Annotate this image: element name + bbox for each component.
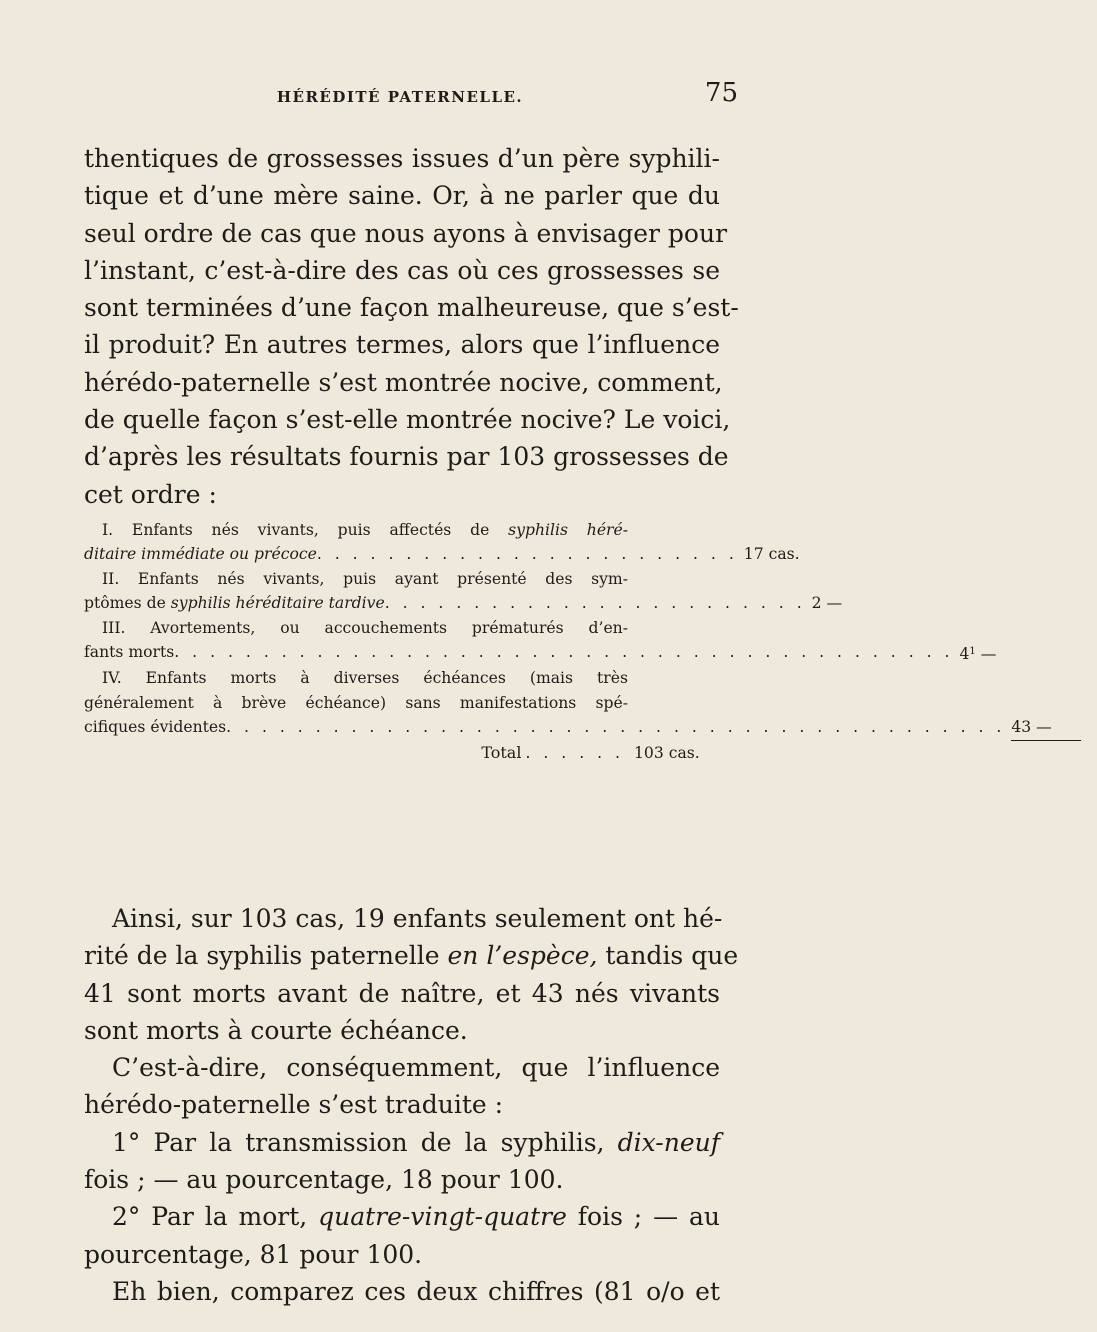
- leader-dots: . . . . . . . . . . . . . . . . . . . . . . . .: [316, 545, 738, 564]
- text-line: hérédo-paternelle s’est montrée nocive, comment,: [84, 367, 723, 397]
- paragraph-1: [84, 140, 739, 513]
- table-row: fants morts . . . . . . . . . . . . . . . . . . . . . . . . . . . . . . . . . . . . . . . . . . . . $4^1$ —: [84, 640, 720, 666]
- leader-dots: . . . . . .: [525, 743, 624, 762]
- text-line: d’après les résultats fournis par 103 grossesses de: [84, 442, 729, 472]
- leader-dots: . . . . . . . . . . . . . . . . . . . . . . . .: [384, 594, 806, 613]
- table-row: II. Enfants nés vivants, puis ayant présenté des sym-: [102, 569, 628, 588]
- table-row: ptômes de syphilis héréditaire tardive . . . . . . . . . . . . . . . . . . . . . . . . 2 —: [84, 591, 720, 615]
- table-row: généralement à brève échéance) sans manifestations spé-: [84, 693, 628, 712]
- text-line: sont morts à courte échéance.: [84, 1015, 468, 1045]
- entry-value: 2 —: [811, 594, 843, 613]
- leader-dots: . . . . . . . . . . . . . . . . . . . . . . . . . . . . . . . . . . . . . . . . . . . .: [226, 718, 1006, 737]
- text-line: fois ; — au pourcentage, 18 pour 100.: [84, 1165, 564, 1195]
- text-line: thentiques de grossesses issues d’un père syphili-: [84, 144, 720, 173]
- text-line: rité de la syphilis paternelle en l’espèce, tandis que: [84, 941, 739, 971]
- running-head: HÉRÉDITÉ PATERNELLE.: [276, 88, 524, 106]
- page-number: 75: [704, 78, 738, 108]
- total-label: Total: [481, 742, 522, 762]
- text-line: de quelle façon s’est-elle montrée nocive? Le voici,: [84, 405, 731, 435]
- text-line: 1° Par la transmission de la syphilis, dix-neuf: [112, 1127, 720, 1157]
- text-line: Eh bien, comparez ces deux chiffres (81 o/o et: [112, 1276, 720, 1306]
- text-line: seul ordre de cas que nous ayons à envisager pour: [84, 218, 728, 248]
- entry-value: 43 —: [1005, 715, 1097, 740]
- text-line: 2° Par la mort, quatre-vingt-quatre fois ; — au: [112, 1202, 720, 1232]
- text-line: il produit? En autres termes, alors que l’influence: [84, 330, 720, 360]
- table-row: ditaire immédiate ou précoce . . . . . . . . . . . . . . . . . . . . . . . . 17 cas.: [84, 542, 720, 566]
- text-line: pourcentage, 81 pour 100.: [84, 1239, 423, 1269]
- text-line: sont terminées d’une façon malheureuse, que s’est-: [84, 293, 739, 323]
- table-row: IV. Enfants morts à diverses échéances (mais très: [102, 669, 628, 688]
- leader-dots: . . . . . . . . . . . . . . . . . . . . . . . . . . . . . . . . . . . . . . . . . . . .: [174, 643, 954, 662]
- total-row: [84, 741, 720, 765]
- text-line: C’est-à-dire, conséquemment, que l’influence: [112, 1053, 720, 1083]
- table-row: I. Enfants nés vivants, puis affectés de syphilis héré-: [102, 521, 628, 539]
- paragraph-2: [84, 900, 739, 1310]
- table-row: III. Avortements, ou accouchements prématurés d’en-: [102, 618, 628, 637]
- text-line: Ainsi, sur 103 cas, 19 enfants seulement ont hé-: [112, 904, 723, 933]
- text-line: cet ordre :: [84, 479, 217, 509]
- text-line: hérédo-paternelle s’est traduite :: [84, 1090, 504, 1120]
- entry-value: 17 cas.: [743, 545, 800, 564]
- text-line: tique et d’une mère saine. Or, à ne parler que du: [84, 181, 720, 211]
- total-value: 103 cas.: [634, 743, 700, 762]
- text-line: l’instant, c’est-à-dire des cas où ces grossesses se: [84, 255, 720, 285]
- text-line: 41 sont morts avant de naître, et 43 nés vivants: [84, 978, 720, 1008]
- table-row: cifiques évidentes . . . . . . . . . . . . . . . . . . . . . . . . . . . . . . . . . . . . . . . . . . . . 43 —: [84, 715, 720, 740]
- statistics-table: [84, 518, 1052, 765]
- entry-value: $4^1$ —: [959, 645, 997, 664]
